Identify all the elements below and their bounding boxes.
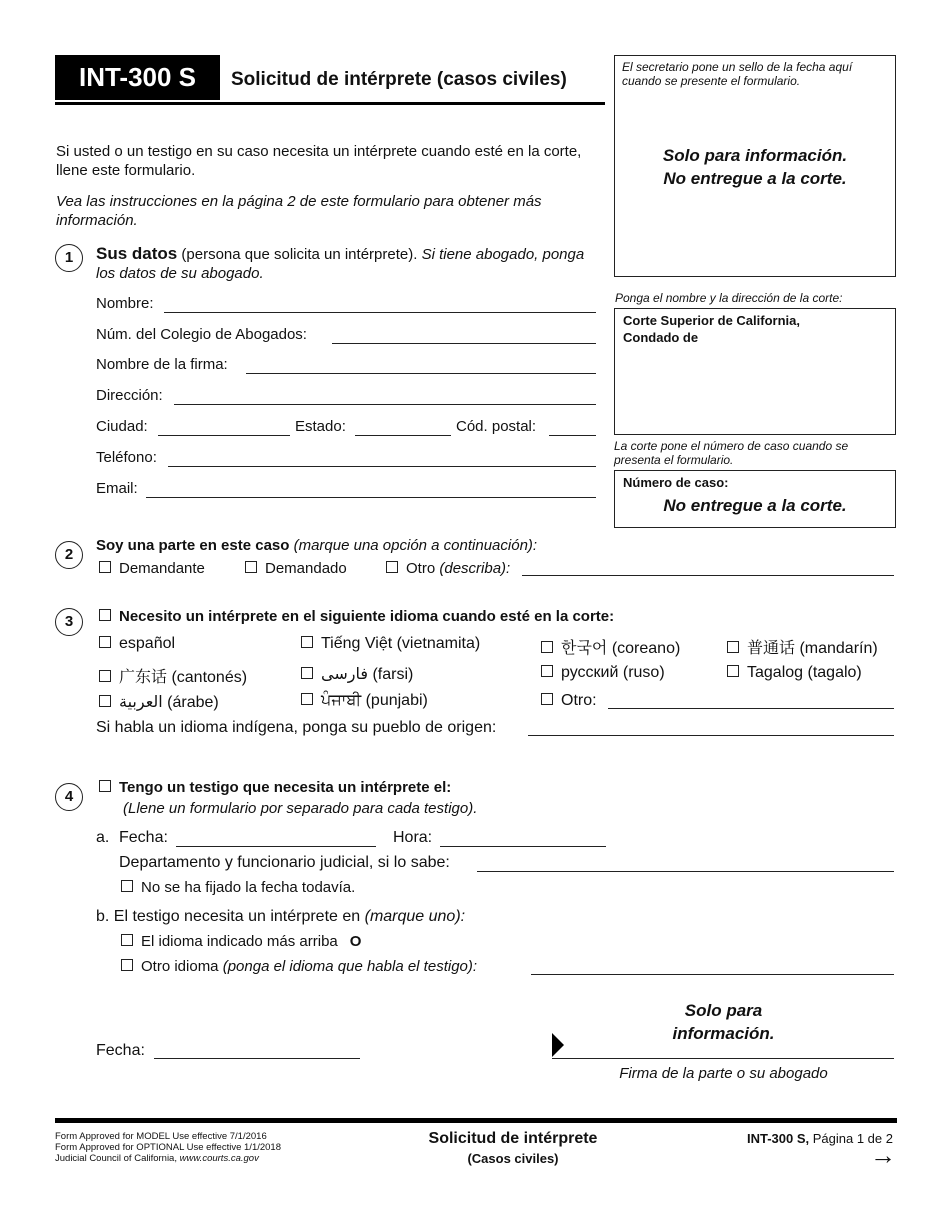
section-3-title: Necesito un intérprete en el siguiente idioma cuando esté en la corte: bbox=[119, 608, 615, 625]
signature-field[interactable] bbox=[552, 1058, 894, 1059]
checkbox[interactable] bbox=[99, 780, 111, 792]
court-line2: Condado de bbox=[623, 330, 699, 345]
lang-korean[interactable] bbox=[541, 635, 680, 658]
checkbox[interactable] bbox=[99, 695, 111, 707]
court-label: Ponga el nombre y la dirección de la corte: bbox=[615, 291, 843, 305]
footer-line1: Form Approved for MODEL Use effective 7/1/2016 bbox=[55, 1131, 267, 1142]
clerk-stamp-box bbox=[614, 55, 896, 277]
witness-lang-above-label: El idioma indicado más arriba bbox=[141, 933, 338, 950]
footer-subtitle: (Casos civiles) bbox=[467, 1151, 559, 1166]
state-field[interactable] bbox=[355, 435, 451, 436]
footer-page-number: Página 1 de 2 bbox=[809, 1131, 893, 1146]
checkbox[interactable] bbox=[301, 667, 313, 679]
dept-field[interactable] bbox=[477, 871, 894, 872]
section-1-title: Sus datos bbox=[96, 244, 178, 263]
footer-line2: Form Approved for OPTIONAL Use effective 1/1/2018 bbox=[55, 1142, 281, 1153]
section-1-note: Si tiene abogado, ponga los datos de su abogado. bbox=[96, 246, 585, 282]
lang-label: 普通话 (mandarín) bbox=[747, 640, 878, 657]
option-plaintiff[interactable] bbox=[99, 560, 205, 577]
bar-number-label: Núm. del Colegio de Abogados: bbox=[96, 326, 307, 343]
checkbox[interactable] bbox=[301, 693, 313, 705]
witness-other-lang-note: (ponga el idioma que habla el testigo): bbox=[222, 958, 478, 975]
lang-label: فارسی (farsi) bbox=[321, 666, 414, 683]
lang-farsi[interactable] bbox=[301, 664, 413, 684]
lang-other-field[interactable] bbox=[608, 708, 894, 709]
section-2-number: 2 bbox=[55, 541, 83, 569]
lang-punjabi[interactable] bbox=[301, 692, 428, 710]
clerk-note: El secretario pone un sello de la fecha aquí cuando se presente el formulario. bbox=[622, 60, 853, 88]
item-b-note: (marque uno): bbox=[364, 908, 466, 925]
footer-council: Judicial Council of California, bbox=[55, 1153, 180, 1164]
lang-label: español bbox=[119, 635, 176, 652]
address-field[interactable] bbox=[174, 404, 596, 405]
witness-time-label: Hora: bbox=[393, 829, 433, 846]
name-label: Nombre: bbox=[96, 295, 154, 312]
option-label: Otro bbox=[406, 560, 436, 577]
signature-label: Firma de la parte o su abogado bbox=[619, 1065, 828, 1082]
case-notice: No entregue a la corte. bbox=[663, 496, 847, 515]
section-1-number: 1 bbox=[55, 244, 83, 272]
section-2-heading bbox=[96, 537, 537, 554]
option-defendant[interactable] bbox=[245, 560, 347, 577]
form-title: Solicitud de intérprete (casos civiles) bbox=[231, 69, 567, 90]
city-field[interactable] bbox=[158, 435, 290, 436]
indigenous-label: Si habla un idioma indígena, ponga su pueblo de origen: bbox=[96, 719, 497, 736]
section-3-heading[interactable] bbox=[99, 608, 614, 625]
next-page-arrow-icon: → bbox=[870, 1140, 896, 1170]
lang-label: Tiếng Việt (vietnamita) bbox=[321, 635, 481, 652]
lang-other[interactable] bbox=[541, 692, 597, 710]
witness-other-lang-label: Otro idioma bbox=[141, 958, 223, 975]
firm-field[interactable] bbox=[246, 373, 596, 374]
sig-info-line2: información. bbox=[672, 1024, 775, 1043]
section-3-number: 3 bbox=[55, 608, 83, 636]
bar-number-field[interactable] bbox=[332, 343, 596, 344]
section-2-note: (marque una opción a continuación): bbox=[289, 537, 538, 554]
checkbox[interactable] bbox=[99, 636, 111, 648]
name-field[interactable] bbox=[164, 312, 596, 313]
sign-here-arrow-icon bbox=[552, 1033, 564, 1057]
witness-date-field[interactable] bbox=[176, 846, 376, 847]
court-line1: Corte Superior de California, bbox=[623, 313, 800, 328]
footer-rule bbox=[55, 1118, 897, 1123]
checkbox[interactable] bbox=[541, 641, 553, 653]
section-4-title: Tengo un testigo que necesita un intérprete el: bbox=[119, 779, 452, 796]
lang-label: 한국어 (coreano) bbox=[561, 640, 681, 657]
section-1-subtitle: (persona que solicita un intérprete). bbox=[177, 246, 422, 263]
case-number-label: Número de caso: bbox=[623, 475, 729, 490]
witness-time-field[interactable] bbox=[440, 846, 606, 847]
footer-form-id: INT-300 S, bbox=[747, 1131, 810, 1146]
state-label: Estado: bbox=[295, 418, 346, 435]
or-label: O bbox=[349, 933, 362, 950]
sign-date-label: Fecha: bbox=[96, 1042, 145, 1059]
lang-cantonese[interactable] bbox=[99, 664, 247, 687]
checkbox[interactable] bbox=[541, 665, 553, 677]
lang-russian[interactable] bbox=[541, 664, 665, 682]
lang-label: ਪੰਜਾਬੀ (punjabi) bbox=[321, 692, 428, 709]
no-date-label: No se ha fijado la fecha todavía. bbox=[141, 879, 356, 896]
checkbox[interactable] bbox=[99, 561, 111, 573]
witness-date-label: Fecha: bbox=[119, 829, 168, 846]
lang-tagalog[interactable] bbox=[727, 664, 862, 682]
option-label: Demandante bbox=[119, 560, 205, 577]
item-b-text: b. El testigo necesita un intérprete en bbox=[96, 908, 365, 925]
witness-other-lang-field[interactable] bbox=[531, 974, 894, 975]
no-date-option[interactable] bbox=[121, 879, 355, 896]
checkbox[interactable] bbox=[121, 959, 133, 971]
indigenous-field[interactable] bbox=[528, 735, 894, 736]
email-field[interactable] bbox=[146, 497, 596, 498]
checkbox[interactable] bbox=[245, 561, 257, 573]
zip-label: Cód. postal: bbox=[456, 418, 537, 435]
footer-approval bbox=[55, 1131, 281, 1164]
checkbox[interactable] bbox=[301, 636, 313, 648]
checkbox[interactable] bbox=[386, 561, 398, 573]
section-4-number: 4 bbox=[55, 783, 83, 811]
witness-other-lang-option[interactable] bbox=[121, 958, 477, 975]
checkbox[interactable] bbox=[99, 609, 111, 621]
intro-p2: Vea las instrucciones en la página 2 de este formulario para obtener más información. bbox=[56, 193, 542, 229]
sign-date-field[interactable] bbox=[154, 1058, 360, 1059]
case-label: La corte pone el número de caso cuando se presenta el formulario. bbox=[614, 439, 849, 467]
firm-label: Nombre de la firma: bbox=[96, 356, 228, 373]
option-other[interactable] bbox=[386, 560, 510, 577]
footer-title: Solicitud de intérprete bbox=[428, 1130, 598, 1147]
info-only-line2: No entregue a la corte. bbox=[663, 169, 847, 188]
witness-lang-above-option[interactable] bbox=[121, 933, 361, 950]
case-number-box[interactable] bbox=[614, 470, 896, 528]
checkbox[interactable] bbox=[121, 880, 133, 892]
zip-field[interactable] bbox=[549, 435, 596, 436]
lang-mandarin[interactable] bbox=[727, 635, 878, 658]
item-a-label: a. bbox=[96, 829, 110, 846]
other-describe-field[interactable] bbox=[522, 575, 894, 576]
address-label: Dirección: bbox=[96, 387, 163, 404]
checkbox[interactable] bbox=[99, 670, 111, 682]
sig-info-line1: Solo para bbox=[684, 1001, 763, 1020]
checkbox[interactable] bbox=[541, 693, 553, 705]
checkbox[interactable] bbox=[727, 641, 739, 653]
lang-spanish[interactable] bbox=[99, 635, 175, 653]
footer-line3 bbox=[55, 1153, 281, 1164]
court-box[interactable] bbox=[614, 308, 896, 435]
phone-label: Teléfono: bbox=[96, 449, 157, 466]
form-id-badge: INT-300 S bbox=[55, 55, 220, 100]
checkbox[interactable] bbox=[121, 934, 133, 946]
section-4-note: (Llene un formulario por separado para cada testigo). bbox=[123, 800, 478, 817]
lang-label: 广东话 (cantonés) bbox=[119, 669, 248, 686]
section-4-heading[interactable] bbox=[99, 779, 451, 796]
lang-label: русский (ruso) bbox=[561, 664, 665, 681]
lang-vietnamese[interactable] bbox=[301, 635, 480, 653]
option-label: Demandado bbox=[265, 560, 347, 577]
city-label: Ciudad: bbox=[96, 418, 148, 435]
section-2-title: Soy una parte en este caso bbox=[96, 537, 290, 554]
lang-label: العربية (árabe) bbox=[119, 694, 219, 711]
info-only-line1: Solo para información. bbox=[662, 146, 848, 165]
dept-label: Departamento y funcionario judicial, si lo sabe: bbox=[119, 854, 450, 871]
footer-website: www.courts.ca.gov bbox=[179, 1153, 259, 1164]
option-other-note: (describa): bbox=[435, 560, 511, 577]
phone-field[interactable] bbox=[168, 466, 596, 467]
email-label: Email: bbox=[96, 480, 138, 497]
lang-arabic[interactable] bbox=[99, 692, 219, 712]
checkbox[interactable] bbox=[727, 665, 739, 677]
lang-label: Otro: bbox=[561, 692, 597, 709]
item-b bbox=[96, 908, 465, 926]
lang-label: Tagalog (tagalo) bbox=[747, 664, 862, 681]
header-rule bbox=[55, 102, 605, 105]
intro-p1: Si usted o un testigo en su caso necesita un intérprete cuando esté en la corte, llene este formulario. bbox=[56, 143, 582, 179]
section-1-heading bbox=[96, 244, 596, 283]
